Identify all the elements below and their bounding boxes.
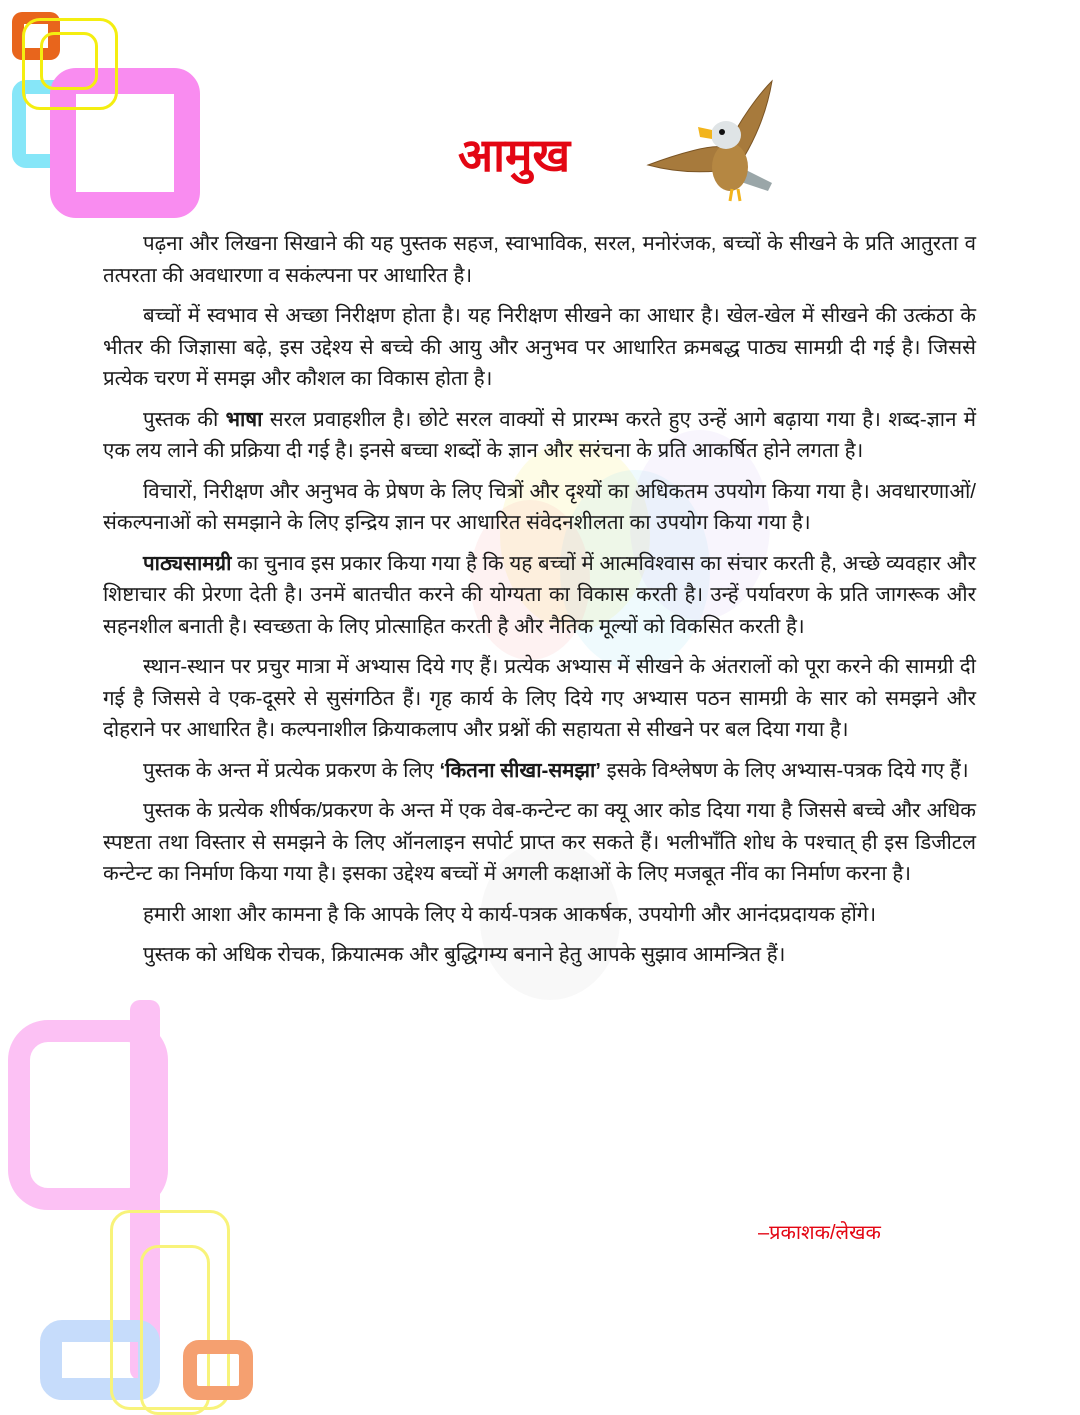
bold-term: भाषा <box>225 407 263 431</box>
yellow-ring-decoration <box>22 18 118 110</box>
yellow-ring-decoration <box>110 1210 230 1410</box>
paragraph-text: पुस्तक के अन्त में प्रत्येक प्रकरण के लिए <box>143 758 440 782</box>
paragraph-text: का चुनाव इस प्रकार किया गया है कि यह बच्चों में आत्मविश्वास का संचार करती है, अच्छे व्यवहार और शिष्टाचार की प्रेरणा देती है। उनमें बातचीत करने की योग्यता का विकास करती है। उन्हें पर्यावरण के प्रति जागरूक और सहनशील बनाती है। स्वच्छता के लिए प्रोत्साहित करती है और नैतिक मूल्यों को विकसित करती है। <box>103 551 976 638</box>
signature: –प्रकाशक/लेखक <box>758 1222 881 1244</box>
paragraph-text: इसके विश्लेषण के लिए अभ्यास-पत्रक दिये गए हैं। <box>600 758 969 782</box>
blue-ring-decoration <box>40 1320 160 1400</box>
pink-ring-decoration <box>50 68 200 218</box>
page-title: आमुख <box>458 128 571 182</box>
paragraph: पुस्तक के प्रत्येक शीर्षक/प्रकरण के अन्त में एक वेब-कन्टेन्ट का क्यू आर कोड दिया गया है जिससे बच्चे और अधिक स्पष्टता तथा विस्तार से समझने के लिए ऑनलाइन सपोर्ट प्राप्त कर सकते हैं। भलीभाँति शोध के पश्चात् ही इस डिजीटल कन्टेन्ट का निर्माण किया गया है। इसका उद्देश्य बच्चों में अगली कक्षाओं के लिए मजबूत नींव का निर्माण करना है। <box>103 799 976 885</box>
paragraph: हमारी आशा और कामना है कि आपके लिए ये कार्य-पत्रक आकर्षक, उपयोगी और आनंदप्रदायक होंगे। <box>143 902 877 926</box>
yellow-ring-decoration <box>40 32 98 90</box>
paragraph-text: सरल प्रवाहशील है। छोटे सरल वाक्यों से प्रारम्भ करते हुए उन्हें आगे बढ़ाया गया है। शब्द-ज्ञान में एक लय लाने की प्रक्रिया दी गई है। इनसे बच्चा शब्दों के ज्ञान और सरंचना के प्रति आकर्षित होने लगता है। <box>103 407 976 462</box>
paragraph <box>103 755 976 787</box>
yellow-ring-decoration <box>140 1245 210 1415</box>
pink-bar-decoration <box>130 1000 160 1380</box>
paragraph-text: पुस्तक की <box>143 407 226 431</box>
paragraph: पढ़ना और लिखना सिखाने की यह पुस्तक सहज, स्वाभाविक, सरल, मनोरंजक, बच्चों के सीखने के प्रति आतुरता व तत्परता की अवधारणा व सकंल्पना पर आधारित है। <box>103 232 976 287</box>
orange-ring-decoration <box>12 12 60 60</box>
eagle-illustration-icon <box>640 75 780 210</box>
preface-body <box>103 228 976 980</box>
bold-term: पाठ्यसामग्री <box>143 551 232 575</box>
paragraph <box>103 404 976 467</box>
paragraph: स्थान-स्थान पर प्रचुर मात्रा में अभ्यास दिये गए हैं। प्रत्येक अभ्यास में सीखने के अंतरालों को पूरा करने की सामग्री दी गई है जिससे वे एक-दूसरे से सुसंगठित हैं। गृह कार्य के लिए दिये गए अभ्यास पठन सामग्री के सार को समझने और दोहराने पर आधारित है। कल्पनाशील क्रियाकलाप और प्रश्नों की सहायता से सीखने पर बल दिया गया है। <box>103 655 976 741</box>
cyan-ring-decoration <box>12 80 76 168</box>
paragraph: बच्चों में स्वभाव से अच्छा निरीक्षण होता है। यह निरीक्षण सीखने का आधार है। खेल-खेल में सीखने की उत्कंठा के भीतर की जिज्ञासा बढ़े, इस उद्देश्य से बच्चे की आयु और अनुभव पर आधारित क्रमबद्ध पाठ्य सामग्री दी गई है। जिससे प्रत्येक चरण में समझ और कौशल का विकास होता है। <box>103 304 976 390</box>
pink-ring-decoration <box>8 1020 168 1210</box>
paragraph <box>103 548 976 643</box>
bold-term: ‘कितना सीखा-समझा’ <box>439 758 601 782</box>
paragraph: विचारों, निरीक्षण और अनुभव के प्रेषण के लिए चित्रों और दृश्यों का अधिकतम उपयोग किया गया है। अवधारणाओं/संकल्पनाओं को समझाने के लिए इन्द्रिय ज्ञान पर आधारित संवेदनशीलता का उपयोग किया गया है। <box>103 479 976 534</box>
orange-ring-decoration <box>183 1340 253 1400</box>
paragraph: पुस्तक को अधिक रोचक, क्रियात्मक और बुद्धिगम्य बनाने हेतु आपके सुझाव आमन्त्रित हैं। <box>143 943 786 966</box>
